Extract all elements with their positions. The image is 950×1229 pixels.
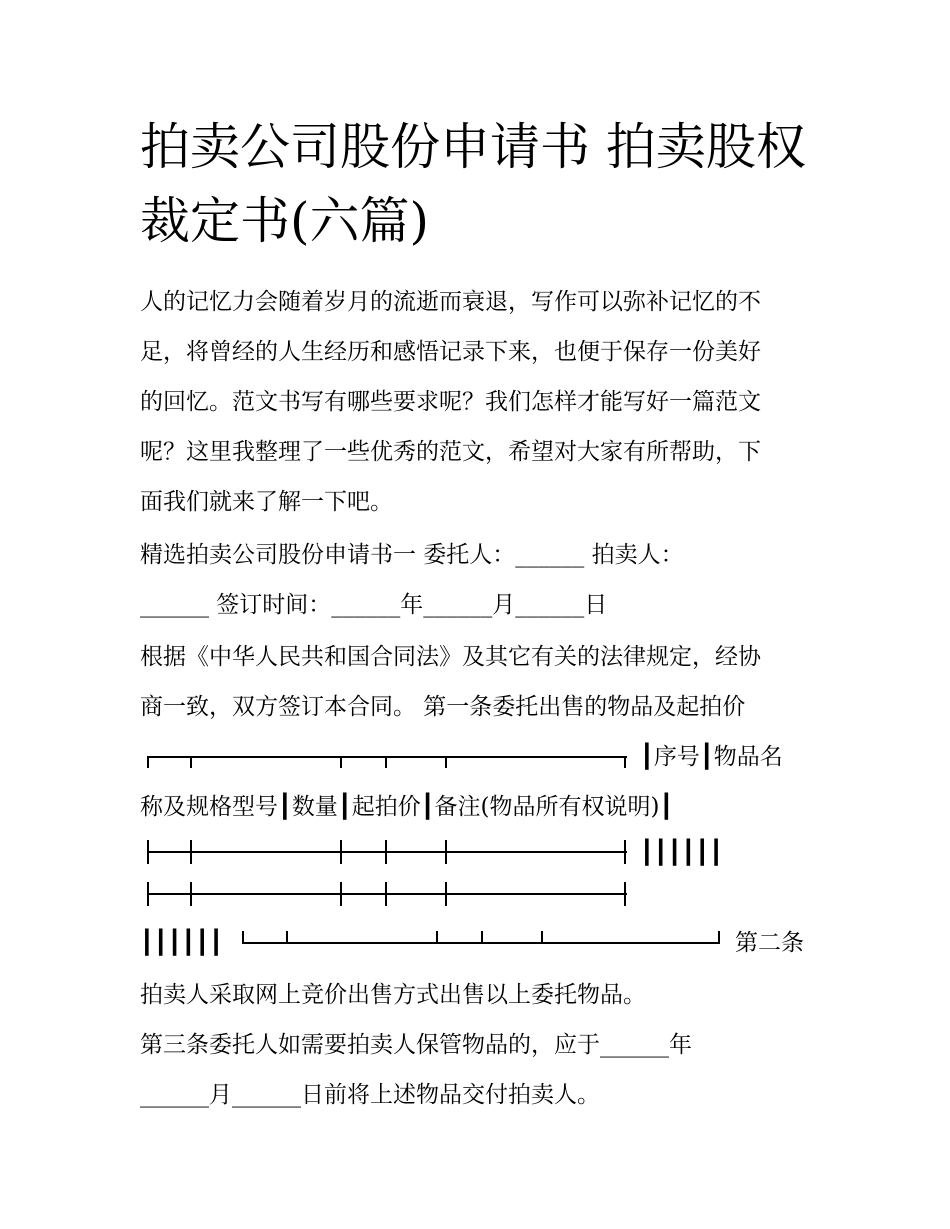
table-tick — [624, 756, 626, 768]
table-vbar — [385, 882, 387, 906]
table-vbar — [445, 882, 447, 906]
table-header-line: ┃序号┃物品名 — [640, 744, 783, 770]
table-vbar — [190, 840, 192, 864]
table-cell-line: ┃┃┃┃┃┃ — [640, 840, 724, 866]
table-tick — [385, 756, 387, 768]
paragraph-line: 面我们就来了解一下吧。 — [140, 489, 393, 515]
paragraph-line: 根据《中华人民共和国合同法》及其它有关的法律规定，经协 — [140, 644, 761, 670]
table-vbar — [445, 840, 447, 864]
table-tick — [242, 931, 244, 943]
table-vbar — [340, 840, 342, 864]
table-vbar — [147, 840, 149, 864]
table-tick — [147, 756, 149, 768]
paragraph-line: 人的记忆力会随着岁月的流逝而衰退，写作可以弥补记忆的不 — [140, 289, 761, 315]
table-cell-line: ┃┃┃┃┃┃ — [140, 930, 224, 956]
table-vbar — [340, 882, 342, 906]
table-tick — [190, 756, 192, 768]
table-tick — [286, 931, 288, 943]
paragraph-line: 第二条 — [735, 930, 804, 956]
table-vbar — [190, 882, 192, 906]
paragraph-line: 拍卖人采取网上竞价出售方式出售以上委托物品。 — [140, 982, 646, 1008]
table-tick — [445, 756, 447, 768]
table-vbar — [624, 882, 626, 906]
table-tick — [718, 931, 720, 943]
table-header-line: 称及规格型号┃数量┃起拍价┃备注(物品所有权说明)┃ — [140, 794, 674, 820]
table-row-separator — [147, 851, 627, 853]
table-tick — [541, 931, 543, 943]
table-border-top — [147, 756, 627, 758]
table-vbar — [624, 840, 626, 864]
paragraph-line: 足，将曾经的人生经历和感悟记录下来，也便于保存一份美好 — [140, 339, 761, 365]
paragraph-line: 商一致，双方签订本合同。 第一条委托出售的物品及起拍价 — [140, 694, 746, 720]
paragraph-line: ______ 签订时间：______年______月______日 — [140, 592, 608, 618]
paragraph-line: 呢？这里我整理了一些优秀的范文，希望对大家有所帮助，下 — [140, 439, 761, 465]
table-tick — [436, 931, 438, 943]
paragraph-line: 的回忆。范文书写有哪些要求呢？我们怎样才能写好一篇范文 — [140, 389, 761, 415]
table-vbar — [385, 840, 387, 864]
table-row-separator — [147, 893, 627, 895]
paragraph-line: 精选拍卖公司股份申请书一 委托人：______ 拍卖人： — [140, 542, 684, 568]
table-vbar — [147, 882, 149, 906]
paragraph-line: ______月______日前将上述物品交付拍卖人。 — [140, 1082, 600, 1108]
table-tick — [340, 756, 342, 768]
table-tick — [481, 931, 483, 943]
document-title: 拍卖公司股份申请书 拍卖股权裁定书(六篇) — [140, 118, 806, 250]
paragraph-line: 第三条委托人如需要拍卖人保管物品的，应于______年 — [140, 1032, 692, 1058]
